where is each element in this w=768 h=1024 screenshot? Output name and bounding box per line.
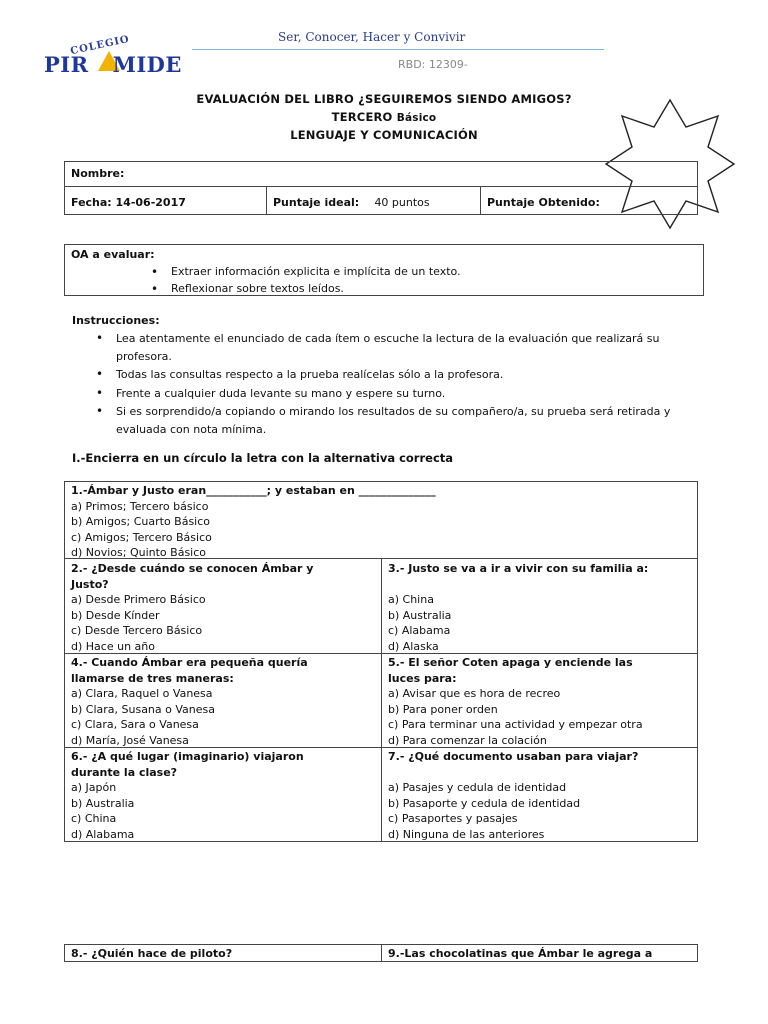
- option-b[interactable]: b) Desde Kínder: [71, 608, 160, 622]
- questions-table-continued: [64, 944, 698, 962]
- question-stem: 8.- ¿Quién hace de piloto?: [71, 947, 233, 960]
- option-c[interactable]: c) Amigos; Tercero Básico: [71, 530, 212, 544]
- school-logo: [44, 33, 184, 80]
- question-stem: 6.- ¿A qué lugar (imaginario) viajaron: [71, 750, 304, 763]
- question-stem: 5.- El señor Coten apaga y enciende las: [388, 656, 633, 669]
- option-c[interactable]: c) Para terminar una actividad y empezar otra: [388, 718, 643, 732]
- question-3: [382, 561, 697, 655]
- option-d[interactable]: d) Alaska: [388, 639, 439, 653]
- name-label: Nombre:: [71, 167, 125, 180]
- logo-name-left: PIR: [44, 52, 89, 77]
- spacer: [388, 765, 691, 781]
- option-a[interactable]: a) Clara, Raquel o Vanesa: [71, 687, 213, 701]
- list-item: • Reflexionar sobre textos leídos.: [171, 281, 697, 298]
- list-item: • Si es sorprendido/a copiando o mirando los resultados de su compañero/a, su prueba será retirada y evaluada con nota mínima.: [116, 403, 700, 438]
- exam-title: EVALUACIÓN DEL LIBRO ¿SEGUIREMOS SIENDO AMIGOS?: [196, 92, 572, 106]
- rbd-number: RBD: 12309-: [398, 58, 468, 71]
- question-stem: 4.- Cuando Ámbar era pequeña quería: [71, 656, 308, 669]
- obtained-score-cell: [481, 186, 697, 214]
- question-stem: Justo?: [71, 577, 109, 591]
- spacer: [388, 577, 691, 593]
- question-stem: durante la clase?: [71, 765, 178, 779]
- header-divider: [192, 49, 604, 50]
- instructions-title: Instrucciones:: [72, 314, 160, 327]
- question-4: [65, 655, 381, 749]
- question-stem: luces para:: [388, 671, 457, 685]
- option-b[interactable]: b) Pasaporte y cedula de identidad: [388, 796, 581, 810]
- option-c[interactable]: c) Clara, Sara o Vanesa: [71, 718, 199, 732]
- objectives-title: OA a evaluar:: [71, 248, 155, 261]
- question-stem: 9.-Las chocolatinas que Ámbar le agrega a: [388, 947, 653, 960]
- option-b[interactable]: b) Para poner orden: [388, 702, 498, 716]
- question-stem: llamarse de tres maneras:: [71, 671, 234, 685]
- question-stem: 1.-Ámbar y Justo eran___________; y estaban en ______________: [71, 484, 436, 497]
- option-c[interactable]: c) Alabama: [388, 624, 451, 638]
- option-c[interactable]: c) Desde Tercero Básico: [71, 624, 203, 638]
- grade-label: TERCERO: [331, 110, 393, 124]
- question-stem: 2.- ¿Desde cuándo se conocen Ámbar y: [71, 562, 314, 575]
- list-item: • Frente a cualquier duda levante su mano y espere su turno.: [116, 385, 700, 403]
- option-a[interactable]: a) Primos; Tercero básico: [71, 499, 209, 513]
- option-a[interactable]: a) Pasajes y cedula de identidad: [388, 781, 567, 795]
- ideal-score-label: Puntaje ideal:: [273, 196, 360, 209]
- instructions-list: [116, 330, 700, 439]
- questions-table: [64, 481, 698, 842]
- logo-name: [44, 52, 182, 77]
- ideal-score-value: 40 puntos: [374, 196, 430, 209]
- grade-level: Básico: [396, 112, 437, 124]
- question-7: [382, 749, 697, 843]
- option-d[interactable]: d) Alabama: [71, 827, 135, 841]
- subject-title: LENGUAJE Y COMUNICACIÓN: [290, 128, 478, 142]
- option-b[interactable]: b) Amigos; Cuarto Básico: [71, 515, 211, 529]
- student-info-box: [64, 161, 698, 215]
- logo-colegio-text: COLEGIO: [69, 33, 131, 58]
- option-b[interactable]: b) Australia: [71, 796, 135, 810]
- question-5: [382, 655, 697, 749]
- ideal-score-cell: [267, 186, 481, 214]
- objectives-list: [171, 264, 697, 297]
- objectives-box: [64, 244, 704, 296]
- option-d[interactable]: d) Para comenzar la colación: [388, 733, 547, 747]
- list-item: • Todas las consultas respecto a la prueba realícelas sólo a la profesora.: [116, 366, 700, 384]
- question-9: [382, 946, 697, 962]
- name-row: [65, 162, 697, 187]
- option-c[interactable]: c) Pasaportes y pasajes: [388, 812, 518, 826]
- option-a[interactable]: a) Desde Primero Básico: [71, 593, 206, 607]
- logo-name-right: MIDE: [112, 52, 182, 77]
- section-title: I.-Encierra en un círculo la letra con la alternativa correcta: [72, 451, 454, 465]
- option-b[interactable]: b) Clara, Susana o Vanesa: [71, 702, 215, 716]
- date-label: Fecha: 14-06-2017: [71, 196, 186, 209]
- question-1: [65, 483, 697, 561]
- obtained-score-label: Puntaje Obtenido:: [487, 196, 600, 209]
- list-item: • Extraer información explicita e implícita de un texto.: [171, 264, 697, 281]
- question-2: [65, 561, 381, 655]
- option-b[interactable]: b) Australia: [388, 608, 452, 622]
- question-stem: 3.- Justo se va a ir a vivir con su familia a:: [388, 562, 649, 575]
- option-d[interactable]: d) Novios; Quinto Básico: [71, 546, 207, 560]
- option-d[interactable]: d) María, José Vanesa: [71, 733, 189, 747]
- question-6: [65, 749, 381, 843]
- option-a[interactable]: a) China: [388, 593, 434, 607]
- option-d[interactable]: d) Ninguna de las anteriores: [388, 827, 545, 841]
- list-item: • Lea atentamente el enunciado de cada ítem o escuche la lectura de la evaluación que realizará su profesora.: [116, 330, 700, 365]
- score-row: [65, 186, 697, 214]
- question-8: [65, 946, 381, 962]
- option-c[interactable]: c) China: [71, 812, 117, 826]
- option-d[interactable]: d) Hace un año: [71, 639, 155, 653]
- option-a[interactable]: a) Japón: [71, 781, 117, 795]
- question-stem: 7.- ¿Qué documento usaban para viajar?: [388, 750, 639, 763]
- option-a[interactable]: a) Avisar que es hora de recreo: [388, 687, 561, 701]
- school-motto: Ser, Conocer, Hacer y Convivir: [278, 30, 466, 44]
- date-cell: [65, 186, 267, 214]
